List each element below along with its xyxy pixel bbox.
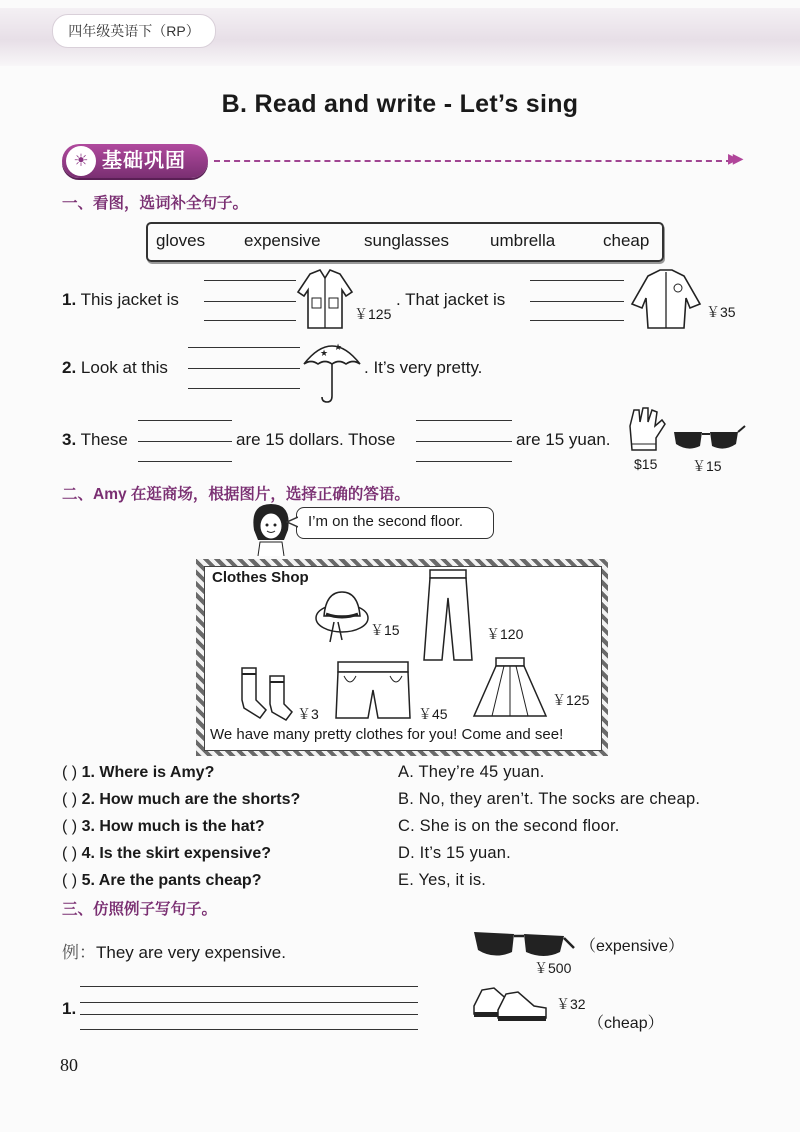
q3-blank-line (416, 420, 512, 421)
q2-text-b: . It’s very pretty. (364, 358, 483, 377)
q1-blank-line (204, 320, 296, 321)
word-expensive: expensive (244, 231, 321, 250)
question-row: ( ) 5. Are the pants cheap? (62, 872, 262, 889)
q1-price: ￥32 (556, 996, 586, 1012)
svg-text:★: ★ (320, 348, 329, 358)
answer-option-d: D. It’s 15 yuan. (398, 844, 511, 862)
q3-text-c: are 15 yuan. (516, 430, 611, 449)
shop-title: Clothes Shop (212, 569, 309, 586)
question-row: ( ) 2. How much are the shorts? (62, 791, 301, 808)
hat-price: ￥15 (370, 622, 400, 638)
answer-option-c: C. She is on the second floor. (398, 817, 620, 835)
umbrella-image (300, 334, 364, 406)
q3-text: 3. These (62, 430, 128, 449)
example-price: ￥500 (534, 960, 572, 976)
q1-blank-line (530, 320, 624, 321)
q3-blank-line (138, 461, 232, 462)
q3-blank-line (138, 420, 232, 421)
q3-blank-line (138, 441, 232, 442)
bubble-text: I’m on the second floor. (308, 513, 464, 530)
page-title: B. Read and write - Let’s sing (221, 90, 579, 118)
q1-blank-line (204, 301, 296, 302)
q3-price1: $15 (634, 456, 658, 472)
q2-text: 2. Look at this (62, 358, 168, 377)
question-row: ( ) 4. Is the skirt expensive? (62, 845, 271, 862)
shop-slogan: We have many pretty clothes for you! Come and see! (210, 726, 564, 743)
answer-line (80, 1002, 418, 1003)
pants-image (420, 568, 476, 664)
word-bank (146, 222, 664, 262)
svg-text:★: ★ (334, 342, 343, 352)
q1-hint: （cheap） (588, 1015, 664, 1032)
bubble-tail (286, 515, 298, 529)
gloves-image (622, 404, 668, 454)
answer-line (80, 1029, 418, 1030)
shorts-image (334, 660, 412, 722)
q2-blank-line (188, 388, 300, 389)
q3-price2: ￥15 (692, 458, 722, 474)
skirt-image (470, 656, 550, 722)
example-sentence: 例：They are very expensive. (62, 943, 286, 962)
question-row: ( ) 3. How much is the hat? (62, 818, 265, 835)
q2-blank-line (188, 347, 300, 348)
socks-price: ￥3 (297, 706, 319, 722)
dashed-divider (214, 160, 732, 162)
answer-option-b: B. No, they aren’t. The socks are cheap. (398, 790, 701, 808)
badge-label: 基础巩固 (102, 150, 186, 172)
word-cheap: cheap (603, 231, 650, 250)
q3-text-b: are 15 dollars. Those (236, 430, 396, 449)
jacket-image (626, 268, 706, 332)
q1-price2: ￥35 (706, 304, 736, 320)
pants-price: ￥120 (486, 626, 524, 642)
jacket-image (296, 268, 354, 332)
q1-number: 1. (62, 999, 77, 1018)
q1-text: 1. This jacket is (62, 290, 179, 309)
page-number: 80 (60, 1055, 78, 1075)
word-sunglasses: sunglasses (364, 231, 450, 250)
double-arrow-icon: ▶▶ (728, 150, 738, 166)
lightbulb-icon: ☀ (66, 146, 96, 176)
answer-option-e: E. Yes, it is. (398, 871, 487, 889)
word-gloves: gloves (156, 231, 206, 250)
q3-blank-line (416, 441, 512, 442)
skirt-price: ￥125 (552, 692, 590, 708)
q1-blank-line (530, 280, 624, 281)
section2-heading: 二、Amy 在逛商场，根据图片，选择正确的答语。 (62, 486, 410, 503)
q1-blank-line (530, 301, 624, 302)
section1-heading: 一、看图，选词补全句子。 (62, 195, 249, 212)
q1-price1: ￥125 (354, 306, 392, 322)
shorts-price: ￥45 (418, 706, 448, 722)
example-hint: （expensive） (580, 938, 685, 955)
q1-blank-line (204, 280, 296, 281)
question-row: ( ) 1. Where is Amy? (62, 764, 215, 781)
q1-text-b: . That jacket is (396, 290, 506, 309)
section3-heading: 三、仿照例子写句子。 (62, 901, 218, 918)
grade-label: 四年级英语下（RP） (52, 14, 216, 48)
sunglasses-image (468, 926, 576, 962)
sneakers-image (470, 982, 552, 1024)
answer-line (80, 986, 418, 987)
answer-line (80, 1014, 418, 1015)
q3-blank-line (416, 461, 512, 462)
sunglasses-image (668, 424, 746, 454)
hat-image (312, 584, 372, 644)
socks-image (234, 664, 296, 722)
word-umbrella: umbrella (490, 231, 556, 250)
q2-blank-line (188, 368, 300, 369)
answer-option-a: A. They’re 45 yuan. (398, 763, 545, 781)
